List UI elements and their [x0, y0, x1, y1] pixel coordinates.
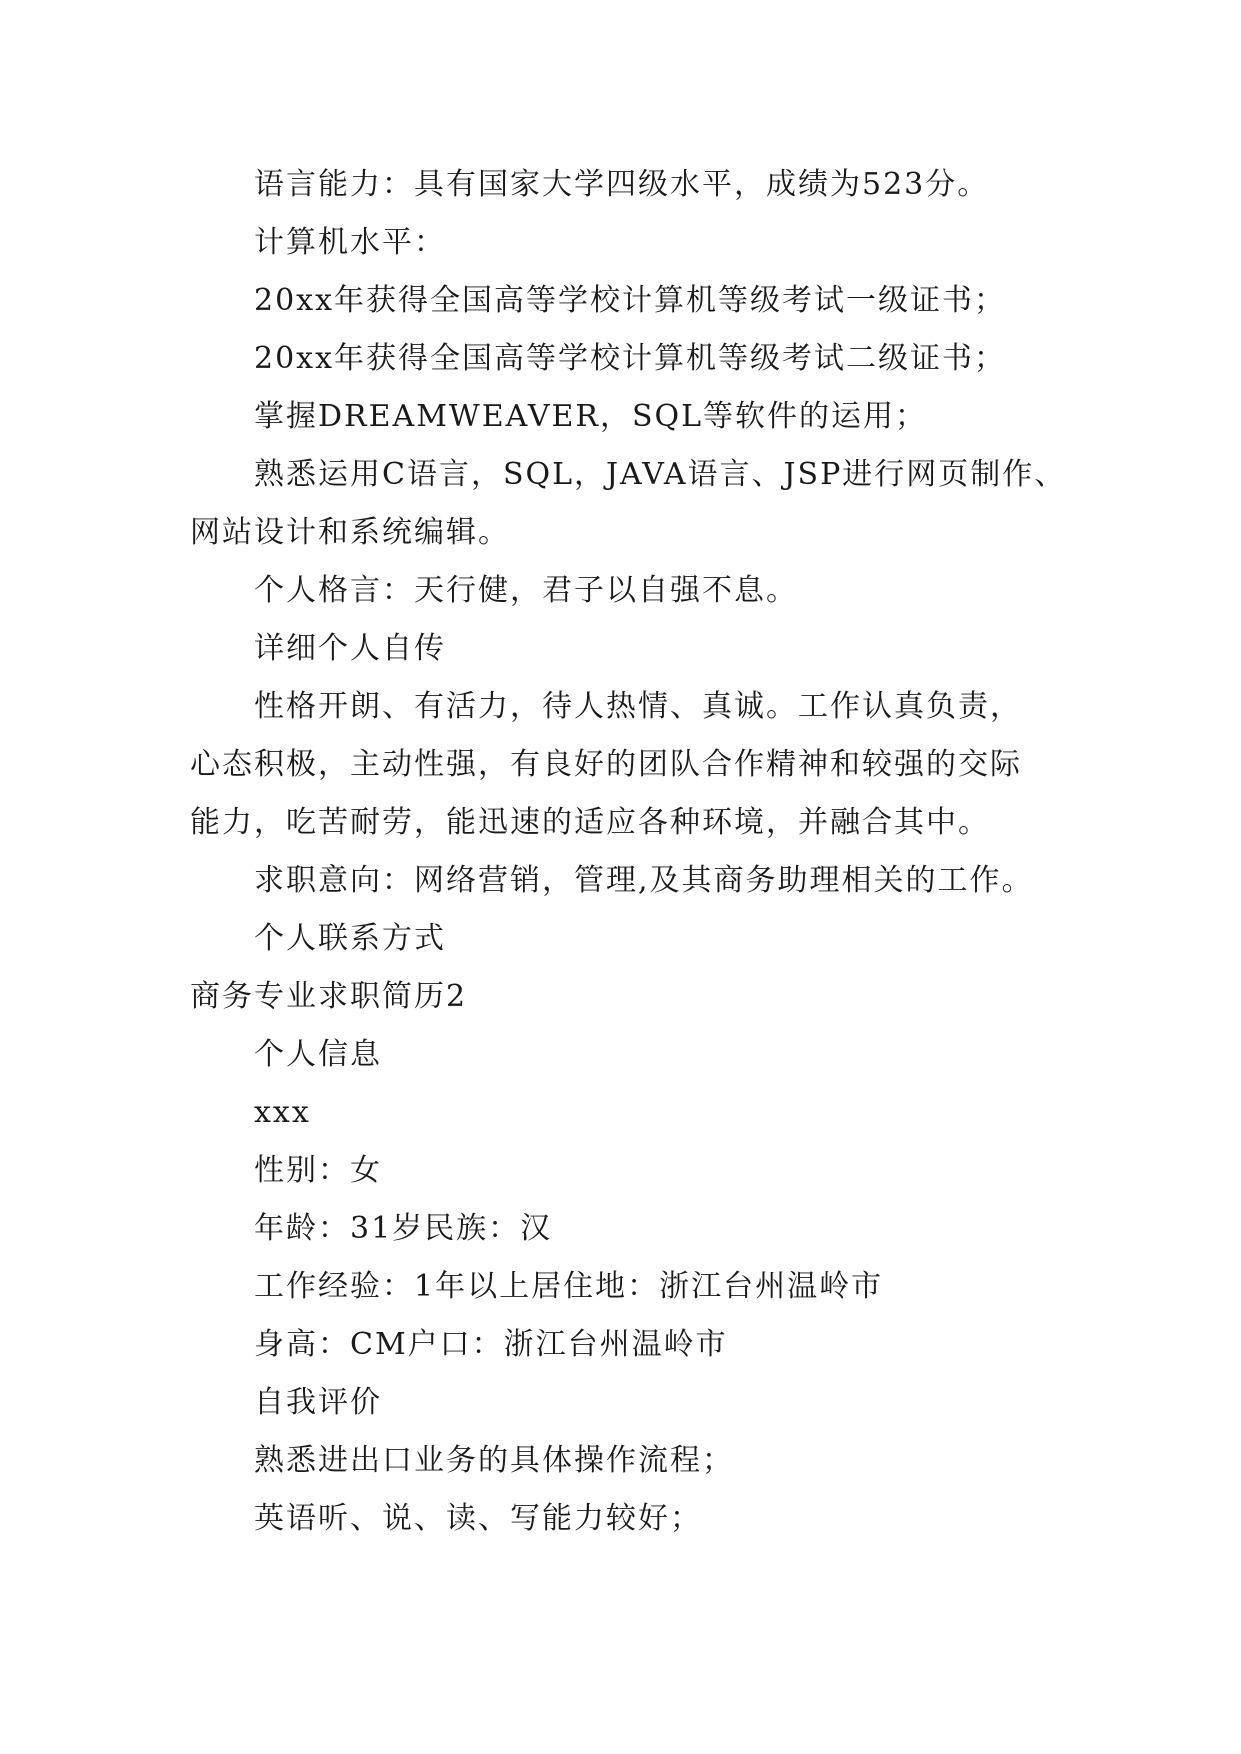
text-line-gender: 性别：女	[254, 1153, 382, 1188]
text-line-computer-level: 计算机水平：	[254, 225, 446, 260]
text-line-name: xxx	[254, 1095, 311, 1130]
section-heading-personal-info: 个人信息	[254, 1037, 382, 1072]
text-line-job-intention: 求职意向：网络营销，管理,及其商务助理相关的工作。	[254, 863, 1034, 898]
section-heading-autobiography: 详细个人自传	[254, 631, 446, 666]
text-line-cert-level-2: 20xx年获得全国高等学校计算机等级考试二级证书；	[254, 341, 1007, 376]
text-line-programming-skills: 熟悉运用C语言，SQL，JAVA语言、JSP进行网页制作、	[254, 457, 1067, 492]
text-line-cert-level-1: 20xx年获得全国高等学校计算机等级考试一级证书；	[254, 283, 1007, 318]
text-line-software-skills: 掌握DREAMWEAVER，SQL等软件的运用；	[254, 399, 928, 434]
text-line-motto: 个人格言：天行健，君子以自强不息。	[254, 573, 798, 608]
document-title-resume-2: 商务专业求职简历2	[190, 979, 468, 1014]
text-line-import-export: 熟悉进出口业务的具体操作流程；	[254, 1443, 734, 1478]
text-line-personality: 性格开朗、有活力，待人热情、真诚。工作认真负责，	[254, 689, 1022, 724]
text-line-personality-cont-1: 心态积极，主动性强，有良好的团队合作精神和较强的交际	[190, 747, 1022, 782]
text-line-experience-residence: 工作经验：1年以上居住地：浙江台州温岭市	[254, 1269, 884, 1304]
section-heading-self-evaluation: 自我评价	[254, 1385, 382, 1420]
text-line-programming-skills-cont: 网站设计和系统编辑。	[190, 515, 510, 550]
section-heading-contact: 个人联系方式	[254, 921, 446, 956]
text-line-age-ethnicity: 年龄：31岁民族：汉	[254, 1211, 553, 1246]
text-line-height-hukou: 身高：CM户口：浙江台州温岭市	[254, 1327, 728, 1362]
text-line-personality-cont-2: 能力，吃苦耐劳，能迅速的适应各种环境，并融合其中。	[190, 805, 990, 840]
text-line-english-skills: 英语听、说、读、写能力较好；	[254, 1501, 702, 1536]
text-line-language-ability: 语言能力：具有国家大学四级水平，成绩为523分。	[254, 167, 990, 202]
